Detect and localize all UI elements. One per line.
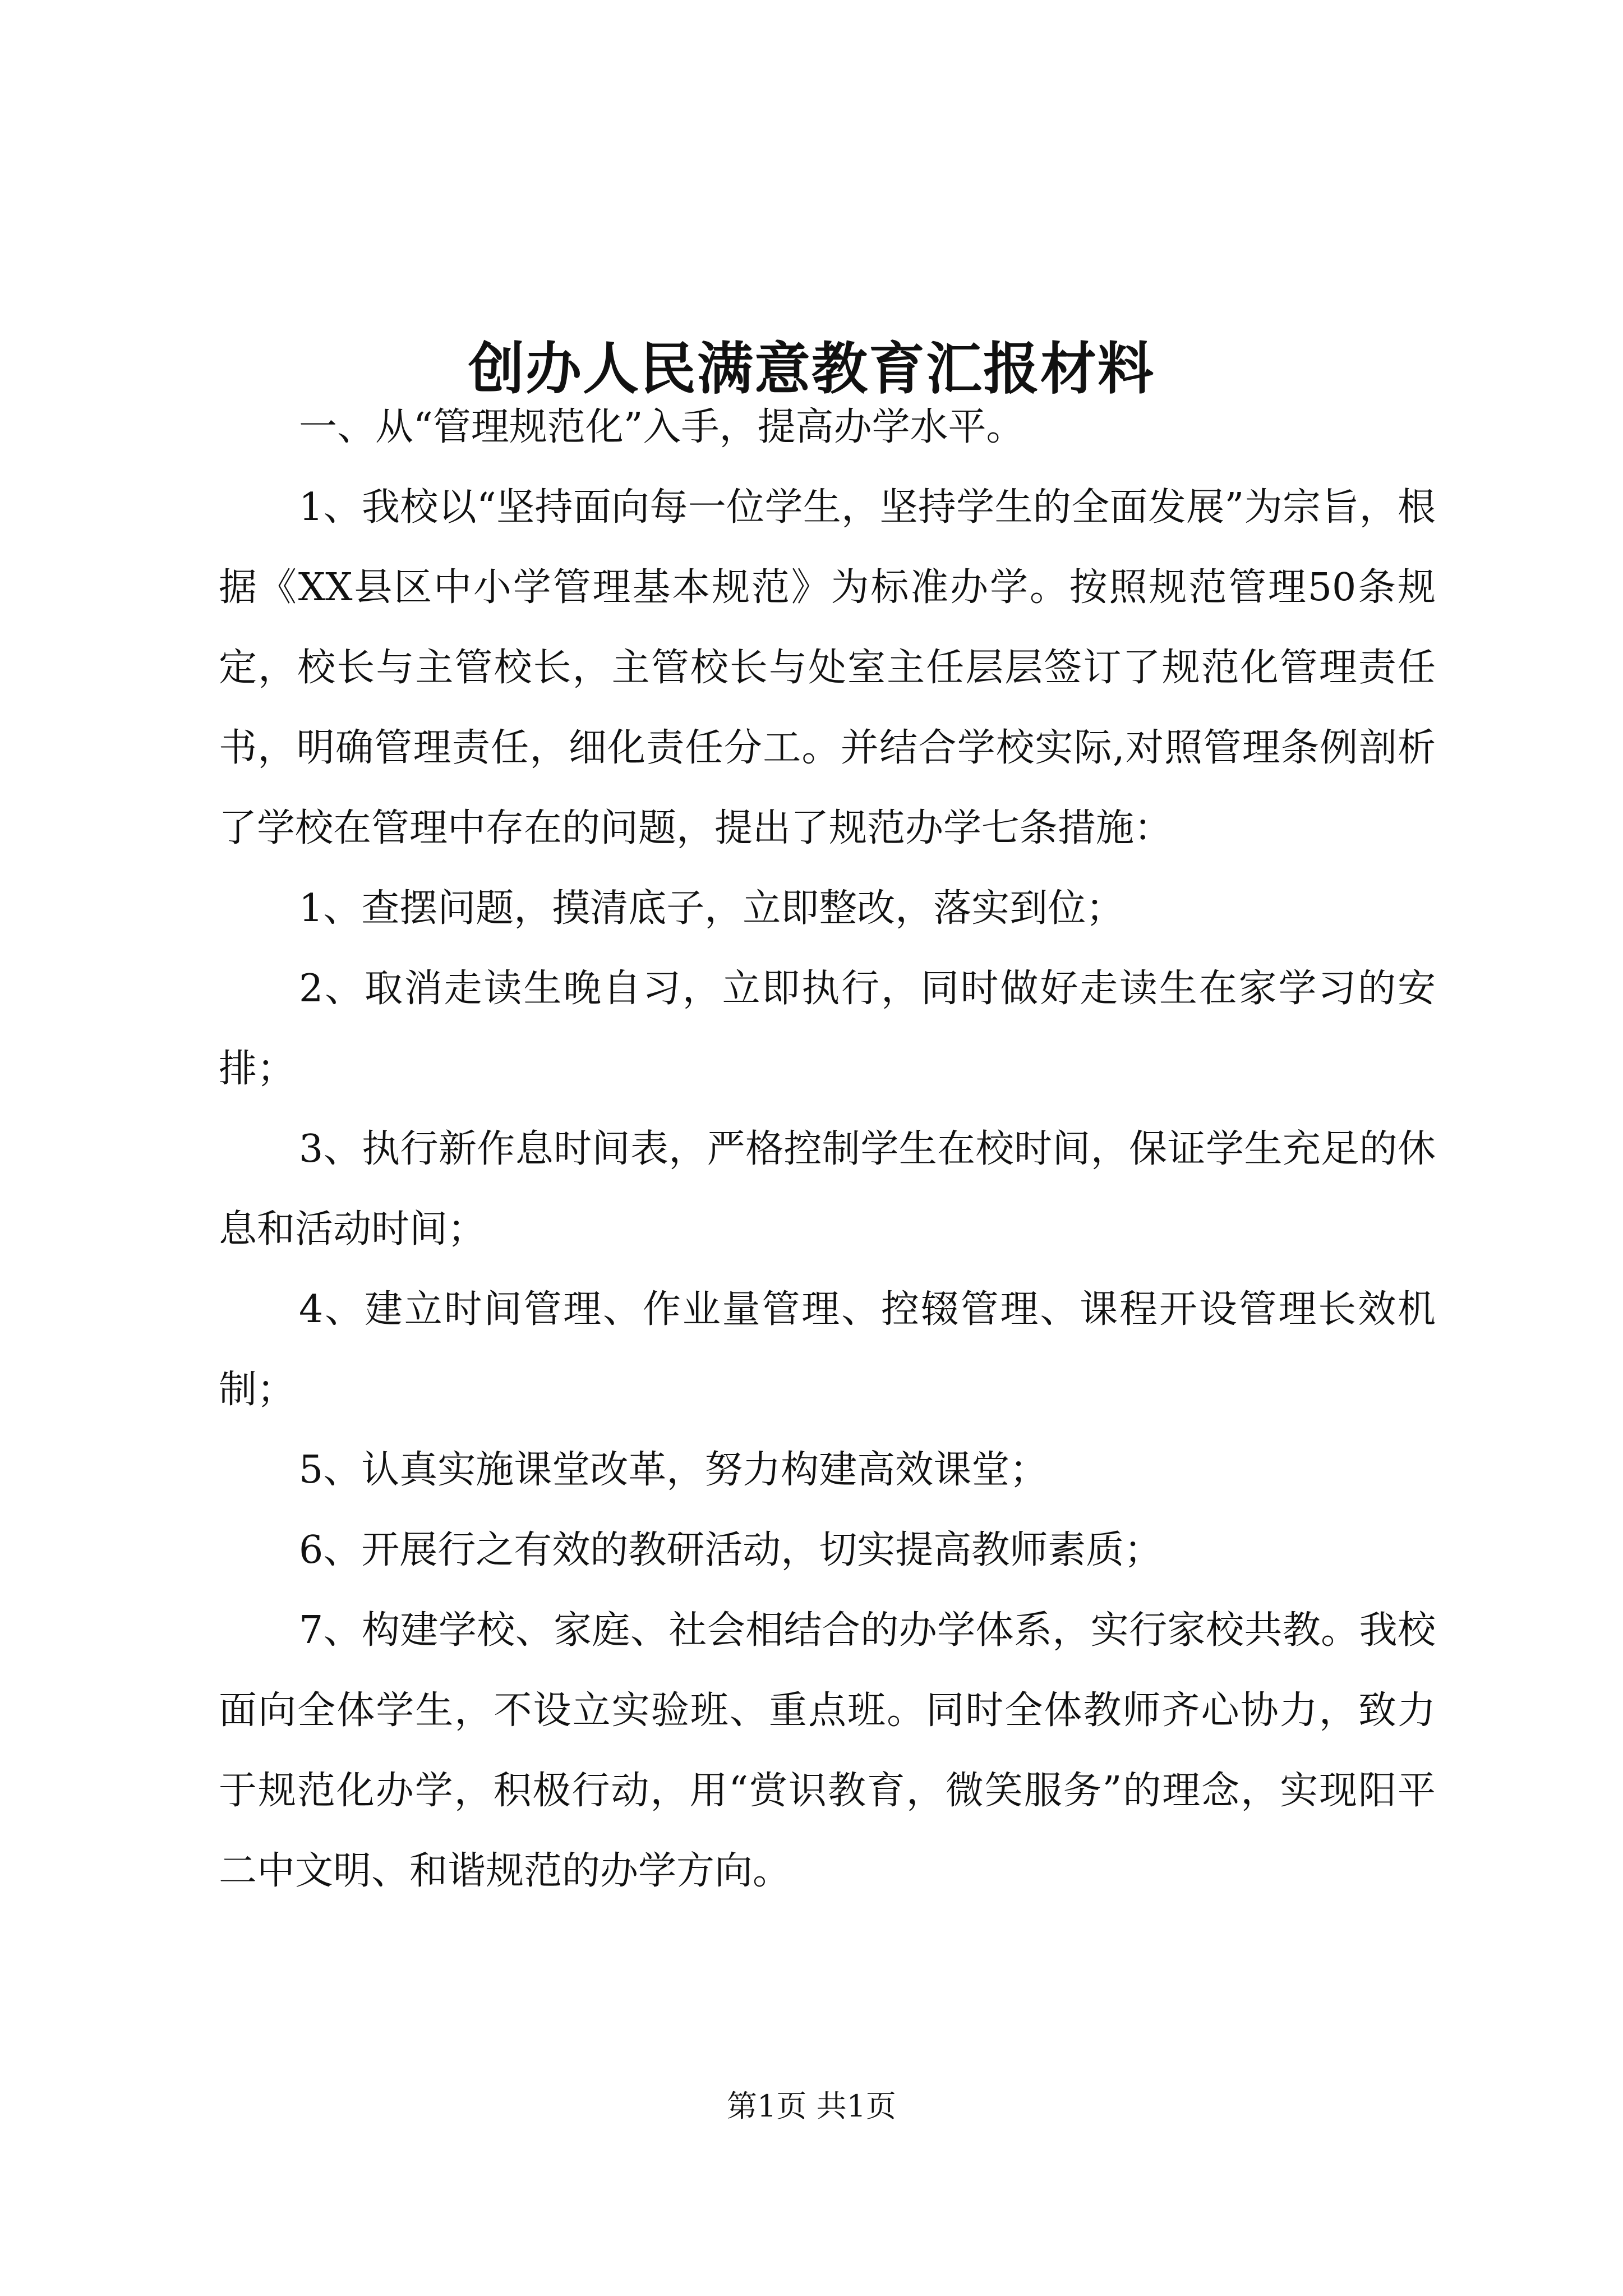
measure-item-1: 1、查摆问题，摸清底子，立即整改，落实到位； xyxy=(299,886,1124,931)
measure-item-3: 3、执行新作息时间表，严格控制学生在校时间，保证学生充足的休息和活动时间； xyxy=(219,1127,1436,1251)
measure-item-5: 5、认真实施课堂改革，努力构建高效课堂； xyxy=(299,1448,1048,1492)
measure-item-4: 4、建立时间管理、作业量管理、控辍管理、课程开设管理长效机制； xyxy=(219,1287,1436,1412)
paragraph-intro: 1、我校以“坚持面向每一位学生，坚持学生的全面发展”为宗旨，根据《XX县区中小学管理基本规范》为标准办学。按照规范管理50条规定，校长与主管校长，主管校长与处室主任层层签订了规范化管理责任书，明确管理责任，细化责任分工。并结合学校实际,对照管理条例剖析了学校在管理中存在的问题，提出了规范办学七条措施： xyxy=(219,485,1436,850)
measure-item-2: 2、取消走读生晚自习，立即执行，同时做好走读生在家学习的安排； xyxy=(219,967,1436,1091)
page-number-footer: 第1页 共1页 xyxy=(727,2088,896,2124)
section-heading-1: 一、从“管理规范化”入手，提高办学水平。 xyxy=(299,405,1025,449)
measure-item-6: 6、开展行之有效的教研活动，切实提高教师素质； xyxy=(299,1528,1163,1572)
document-title: 创办人民满意教育汇报材料 xyxy=(468,335,1155,402)
document-body xyxy=(219,387,1436,1911)
measure-item-7: 7、构建学校、家庭、社会相结合的办学体系，实行家校共教。我校面向全体学生，不设立实验班、重点班。同时全体教师齐心协力，致力于规范化办学，积极行动，用“赏识教育，微笑服务”的理念，实现阳平二中文明、和谐规范的办学方向。 xyxy=(219,1608,1436,1893)
